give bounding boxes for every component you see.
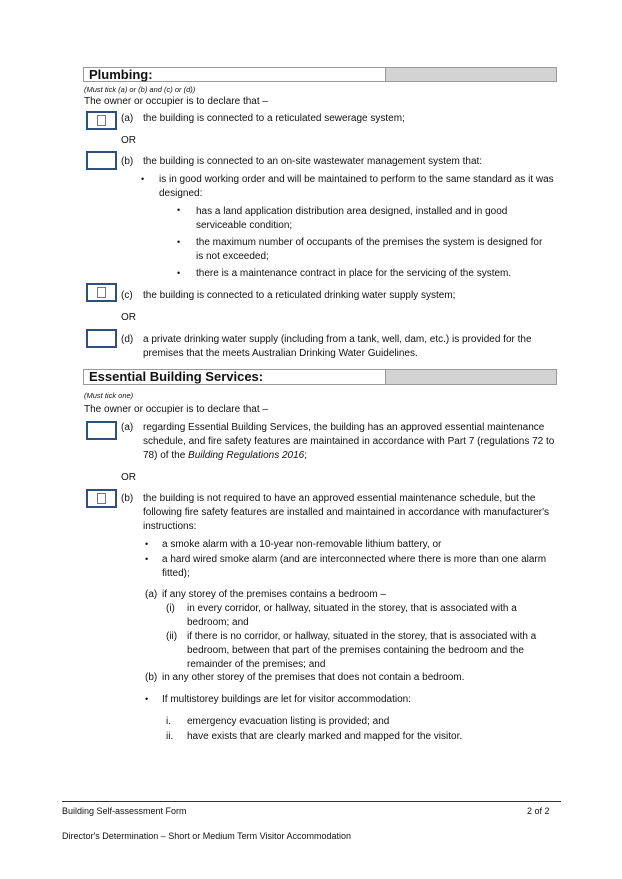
essential-sub-a-label: (a) <box>145 589 158 600</box>
essential-list-ii-label: ii. <box>166 731 174 742</box>
essential-roman2-label: (ii) <box>166 631 178 642</box>
essential-header-shade <box>385 370 556 384</box>
checkbox-glyph-icon <box>97 287 106 298</box>
essential-a-text-end: ; <box>304 450 308 461</box>
plumbing-c-text: the building is connected to a reticulated drinking water supply system; <box>143 290 456 301</box>
plumbing-a-checkbox[interactable] <box>86 111 117 130</box>
footer-determination: Director's Determination – Short or Medium Term Visitor Accommodation <box>62 831 351 841</box>
plumbing-c-label: (c) <box>121 290 133 301</box>
essential-a-checkbox[interactable] <box>86 421 117 440</box>
essential-b-label: (b) <box>121 493 134 504</box>
essential-intro: The owner or occupier is to declare that – <box>84 404 268 415</box>
essential-title: Essential Building Services: <box>89 369 264 384</box>
plumbing-d-label: (d) <box>121 334 134 345</box>
plumbing-b-text: the building is connected to an on-site wastewater management system that: <box>143 156 483 167</box>
plumbing-header-shade <box>385 68 556 81</box>
bullet-icon: • <box>145 539 149 549</box>
checkbox-glyph-icon <box>97 115 106 126</box>
plumbing-d-checkbox[interactable] <box>86 329 117 348</box>
plumbing-b-sub3: there is a maintenance contract in place for the servicing of the system. <box>196 268 512 279</box>
plumbing-c-checkbox[interactable] <box>86 283 117 302</box>
essential-bullet1: a smoke alarm with a 10-year non-removable lithium battery, or <box>162 539 442 550</box>
checkbox-glyph-icon <box>97 493 106 504</box>
essential-bullet2: a hard wired smoke alarm (and are interconnected where there is more than one alarm fitted); <box>162 554 547 579</box>
footer-page-number: 2 of 2 <box>527 806 550 816</box>
plumbing-b-sub2: the maximum number of occupants of the premises the system is designed for is not exceeded; <box>196 237 543 262</box>
essential-list-i-label: i. <box>166 716 171 727</box>
plumbing-a-label: (a) <box>121 113 134 124</box>
essential-section-header <box>83 369 557 385</box>
essential-list-ii-text: have exists that are clearly marked and mapped for the visitor. <box>187 731 463 742</box>
essential-a-label: (a) <box>121 422 134 433</box>
essential-note: (Must tick one) <box>84 391 134 400</box>
bullet-icon: • <box>177 268 181 278</box>
essential-roman1-text: in every corridor, or hallway, situated in the storey, that is associated with a bedroom; and <box>187 603 517 628</box>
plumbing-or1: OR <box>121 135 136 146</box>
plumbing-title: Plumbing: <box>89 67 153 82</box>
essential-sub-b-text: in any other storey of the premises that does not contain a bedroom. <box>162 672 465 683</box>
plumbing-b-bullet: is in good working order and will be maintained to perform to the same standard as it was designed: <box>159 174 554 199</box>
essential-list-i-text: emergency evacuation listing is provided; and <box>187 716 390 727</box>
plumbing-b-checkbox[interactable] <box>86 151 117 170</box>
plumbing-section-header <box>83 67 557 82</box>
plumbing-note: (Must tick (a) or (b) and (c) or (d)) <box>84 85 196 94</box>
essential-roman1-label: (i) <box>166 603 175 614</box>
essential-sub-a-text: if any storey of the premises contains a bedroom – <box>162 589 387 600</box>
essential-sub-b-label: (b) <box>145 672 158 683</box>
bullet-icon: • <box>177 205 181 215</box>
essential-a-regulation: Building Regulations 2016 <box>188 450 305 461</box>
essential-b-checkbox[interactable] <box>86 489 117 508</box>
plumbing-or2: OR <box>121 312 136 323</box>
plumbing-intro: The owner or occupier is to declare that – <box>84 96 268 107</box>
footer-divider <box>62 801 561 802</box>
bullet-icon: • <box>145 554 149 564</box>
plumbing-a-text: the building is connected to a reticulated sewerage system; <box>143 113 405 124</box>
essential-bullet3: If multistorey buildings are let for visitor accommodation: <box>162 694 411 705</box>
essential-roman2-text: if there is no corridor, or hallway, situated in the storey, that is associated with a bedroom, between that part of the premises containing the bedroom and the remainder of the premises; and <box>187 631 537 670</box>
essential-b-text: the building is not required to have an approved essential maintenance schedule, but the following fire safety features are installed and maintained in accordance with manufacturer's instructions: <box>143 493 550 532</box>
bullet-icon: • <box>141 174 145 184</box>
plumbing-b-label: (b) <box>121 156 134 167</box>
plumbing-d-text: a private drinking water supply (including from a tank, well, dam, etc.) is provided for the premises that the meets Australian Drinking Water Guidelines. <box>143 334 532 359</box>
bullet-icon: • <box>177 237 181 247</box>
essential-or1: OR <box>121 472 136 483</box>
plumbing-b-sub1: has a land application distribution area designed, installed and in good serviceable condition; <box>196 206 508 231</box>
bullet-icon: • <box>145 694 149 704</box>
essential-a-text <box>143 421 557 463</box>
essential-a-text-main: regarding Essential Building Services, the building has an approved essential maintenance schedule, and fire safety features are maintained in accordance with Part 7 (regulations 72 to 78) of the <box>143 422 555 461</box>
footer-form-name: Building Self-assessment Form <box>62 806 187 816</box>
